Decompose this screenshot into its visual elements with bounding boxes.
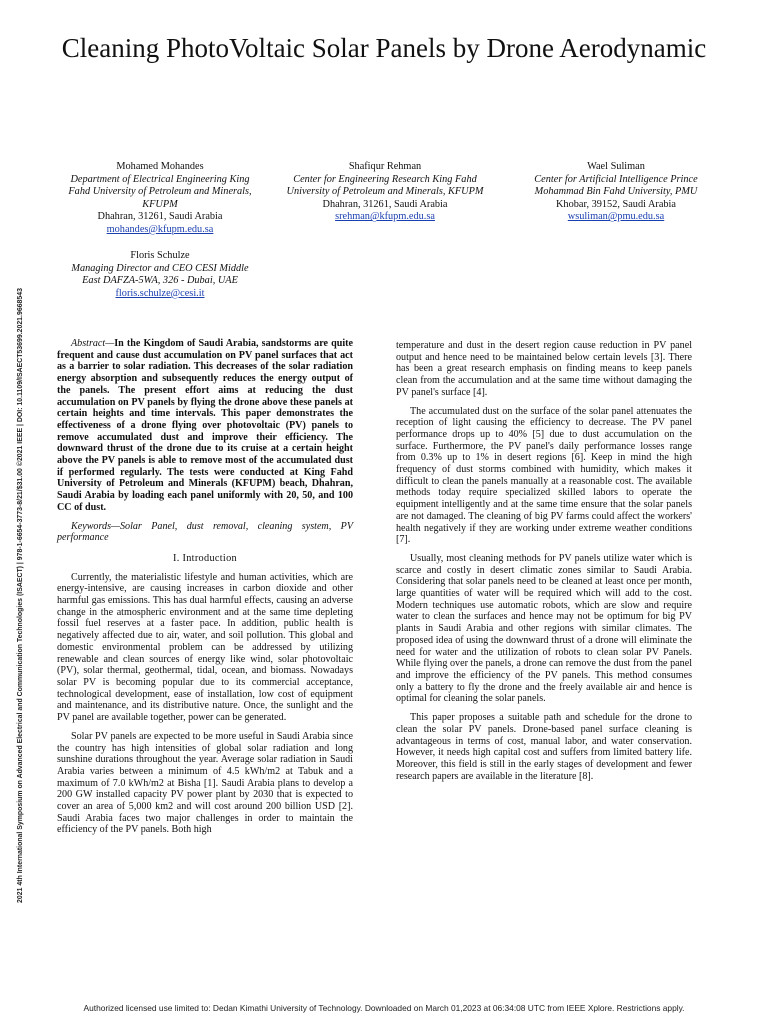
- body-paragraph: This paper proposes a suitable path and schedule for the drone to clean the solar PV panels. Drone-based panel surface cleaning is advantageous in terms of cost, manual labor, and water conservation. However, it needs high capital cost and suffers from limited battery life. Moreover, this field is still in the early stages of development and fewer research papers are available in the literature [8].: [396, 712, 692, 782]
- body-paragraph: Currently, the materialistic lifestyle and human activities, which are energy-intensive, are causing increases in carbon dioxide and other harmful gas emissions. This has dual harmful effects, causing an adverse change in the atmospheric environment and at the same time depleting fossil fuel reserves at a faster pace. In addition, public health is negatively affected due to air, water, and soil pollution. This global and domestic environmental problem can be addressed by utilizing renewable and clean sources of energy like wind, solar photovoltaic (PV), solar thermal, geothermal, tidal, ocean, and biomass. Nowadays solar PV is becoming popular due to its commercial acceptance, technological development, ease of installation, low cost of equipment and maintenance, and its distributive nature. Once, the sunlight and the PV panel are available together, power can be generated.: [57, 571, 353, 724]
- author-affiliation: Center for Engineering Research King Fahd University of Petroleum and Minerals, KFUPM: [286, 173, 484, 198]
- abstract: [57, 338, 353, 514]
- author-affiliation: Center for Artificial Intelligence Prince Mohammad Bin Fahd University, PMU: [534, 173, 698, 198]
- author-email-link[interactable]: mohandes@kfupm.edu.sa: [106, 223, 214, 235]
- author-name: Wael Suliman: [587, 161, 645, 172]
- author-affiliation: Managing Director and CEO CESI Middle East DAFZA-5WA, 326 - Dubai, UAE: [71, 262, 249, 287]
- author-email-link[interactable]: wsuliman@pmu.edu.sa: [567, 211, 665, 223]
- author-block-4: [70, 250, 250, 300]
- author-name: Shafiqur Rehman: [348, 161, 422, 172]
- author-affiliation: Department of Electrical Engineering King Fahd University of Petroleum and Minerals, KFUPM: [68, 173, 252, 210]
- keywords: Keywords—Solar Panel, dust removal, cleaning system, PV performance: [57, 520, 353, 544]
- author-location: Khobar, 39152, Saudi Arabia: [556, 198, 676, 210]
- section-heading: I. Introduction: [173, 552, 237, 564]
- body-paragraph: Usually, most cleaning methods for PV panels utilize water which is scarce and costly in desert climatic zones similar to Saudi Arabia. Considering that solar panels need to be cleaned at least once per month, large quantities of water will be required which will add to the cost. Modern techniques use automatic robots, which are slow and require water to clean the surfaces and hence may not be optimum for big PV plants in Saudi Arabia and other regions with similar climates. The proposed idea of using the downward thrust of a drone will eliminate the need for water and the utilization of robots to clean solar PV Panels. While flying over the panels, a drone can remove the dust from the panel and improve the efficiency of the PV panels. This method consumes only a battery to fly the drone and the freely available air and hence is optimal for cleaning the solar panels.: [396, 552, 692, 705]
- author-location: Dhahran, 31261, Saudi Arabia: [97, 211, 223, 223]
- abstract-text: In the Kingdom of Saudi Arabia, sandstorms are quite frequent and cause dust accumulation on PV panel surfaces that act as a barrier to solar radiation. This decreases of the solar radiation energy absorption and subsequently reduces the energy output of the panels. The present effort aims at reducing the dust accumulation on PV panels by flying the drone above these panels at certain heights and time intervals. This paper demonstrates the effectiveness of a drone flying over photovoltaic (PV) panels to remove accumulated dust and improve their efficiency. The downward thrust of the drone due to its cruise at a certain height above the PV panels is able to remove most of the accumulated dust if performed regularly. The tests were conducted at King Fahd University of Petroleum and Minerals (KFUPM) beach, Dhahran, Saudi Arabia by loading each panel uniformly with 20, 50, and 100 CC of dust.: [57, 338, 353, 513]
- license-footer: Authorized licensed use limited to: Dedan Kimathi University of Technology. Downloaded on March 01,2023 at 06:34:08 UTC from IEEE Xplore. Restrictions apply.: [83, 1003, 685, 1013]
- author-name: Floris Schulze: [130, 250, 190, 261]
- author-block-1: [60, 161, 260, 237]
- body-paragraph: Solar PV panels are expected to be more useful in Saudi Arabia since the country has high intensities of global solar radiation and long sunshine durations throughout the year. Average solar radiation in Saudi Arabia varies between a minimum of 4.5 kWh/m2 at Tabuk and a maximum of 7.0 kWh/m2 at Bisha [1]. Saudi Arabia plans to develop a 200 GW installed capacity PV power plant by 2030 that is expected to cover an area of 5,000 km2 and will cost around 200 billion USD [2]. Saudi Arabia faces two major challenges in order to maintain the efficiency of the PV panels. Both high: [57, 730, 353, 836]
- author-block-2: [272, 161, 498, 224]
- left-column: [57, 338, 353, 843]
- author-block-3: [518, 161, 714, 224]
- abstract-lead: Abstract—: [71, 338, 115, 349]
- author-email-link[interactable]: floris.schulze@cesi.it: [115, 287, 205, 299]
- body-paragraph: temperature and dust in the desert region cause reduction in PV panel output and hence need to be maintained below certain levels [3]. There has been a great research emphasis on finding means to keep panels clean from the accumulation and at the same time without damaging the PV panel's surface [4].: [396, 340, 692, 398]
- right-column: [396, 340, 692, 789]
- paper-title: Cleaning PhotoVoltaic Solar Panels by Drone Aerodynamic: [61, 33, 707, 63]
- author-location: Dhahran, 31261, Saudi Arabia: [322, 198, 448, 210]
- side-identifier: [8, 195, 32, 995]
- body-paragraph: The accumulated dust on the surface of the solar panel attenuates the reception of light causing the efficiency to decrease. The PV panel performance drops up to 40% [5] due to dust accumulation on the surface. Furthermore, the PV panel's daily performance losses range from 0.3% up to 1% in desert regions [6]. Keep in mind the high frequency of dust storms combined with humidity, which makes it difficult to clean the panels manually at a reasonable cost. The available methods today require specialized skilled labors to operate the equipment intelligently and at the same time ensure that the solar panels are not damaged. The cleaning of big PV farms could affect the workers' health negatively if they are working under extreme weather conditions [7].: [396, 405, 692, 546]
- side-identifier-text: 2021 4th International Symposium on Advanced Electrical and Communication Technologies (ISAECT) | 978-1-6654-3773-8/21/$31.00 ©2021 IEEE | DOI: 10.1109/ISAECT53699.2021.9668543: [16, 287, 24, 903]
- author-email-link[interactable]: srehman@kfupm.edu.sa: [335, 211, 435, 223]
- author-name: Mohamed Mohandes: [116, 161, 204, 172]
